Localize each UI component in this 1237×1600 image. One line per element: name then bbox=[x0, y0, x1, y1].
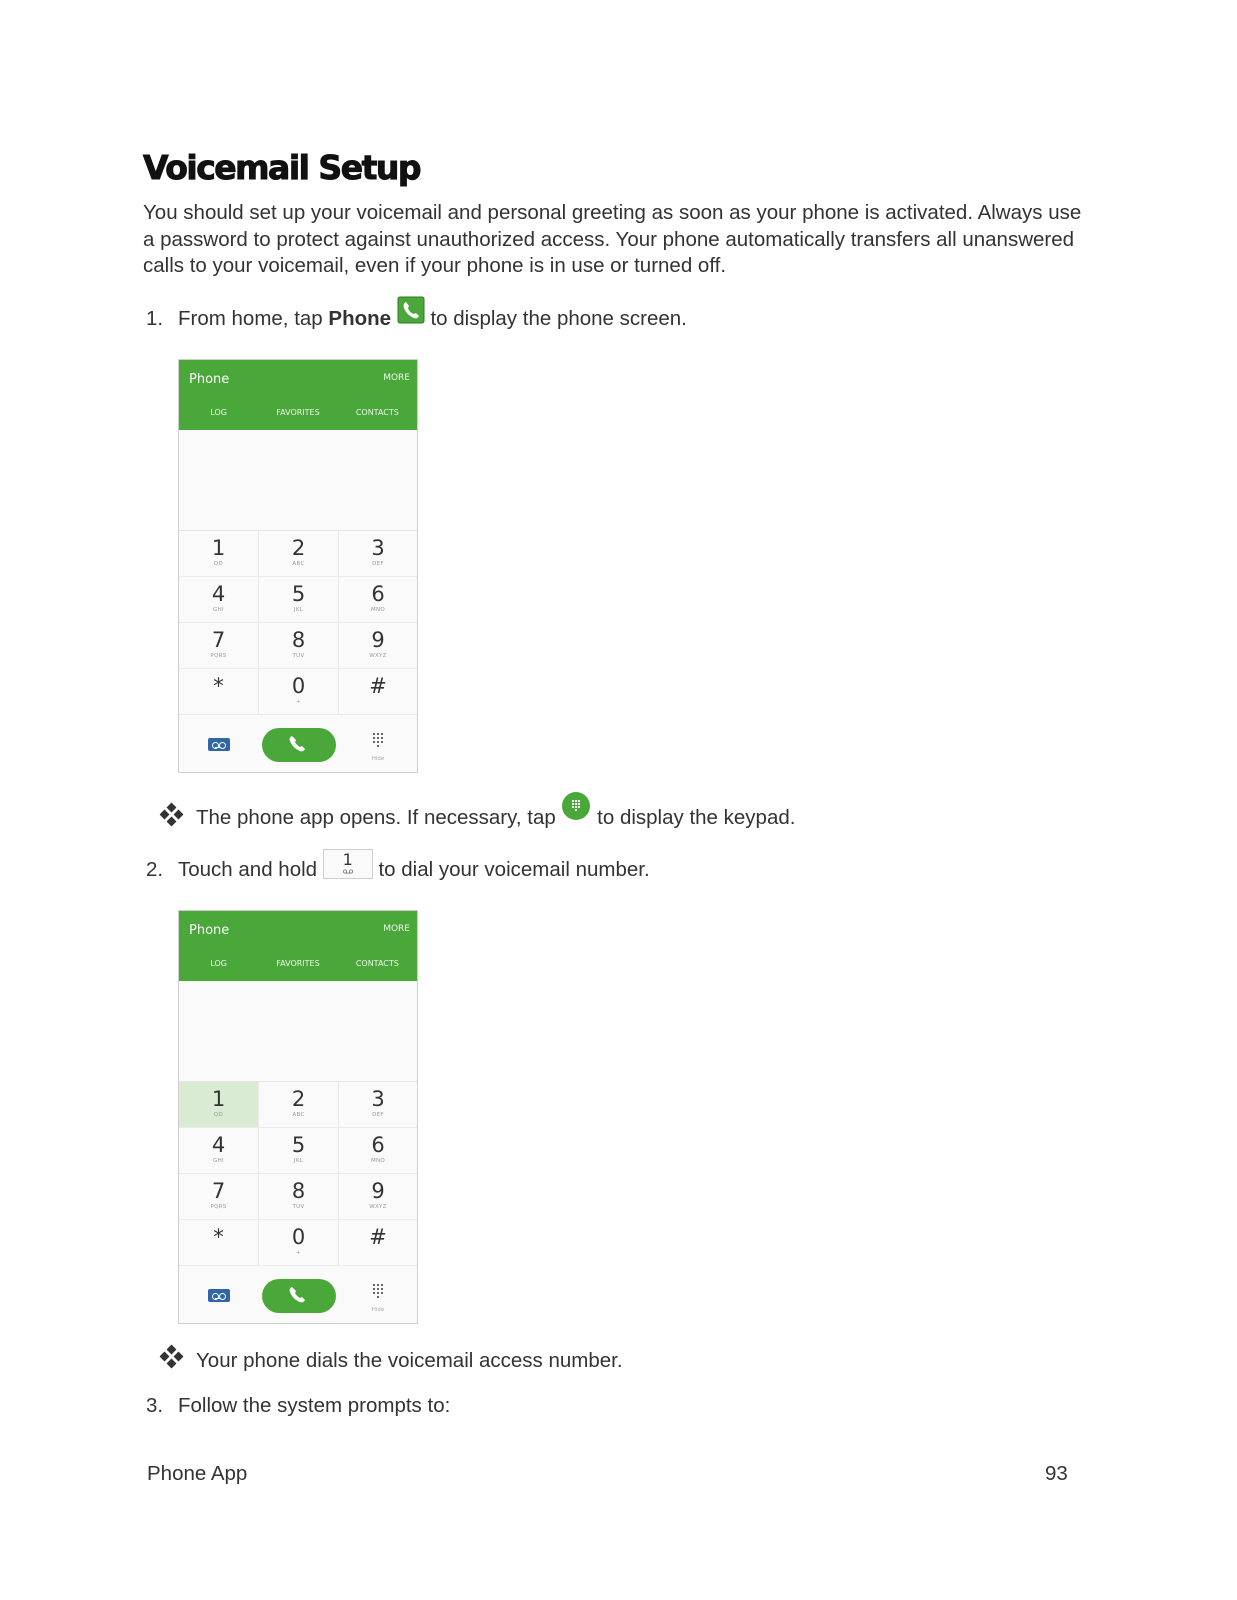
step-1-text-after: to display the phone screen. bbox=[424, 307, 687, 330]
tab-log[interactable]: LOG bbox=[210, 959, 227, 968]
key-5[interactable]: 5 JKL bbox=[259, 577, 339, 623]
phone-title: Phone bbox=[189, 372, 230, 387]
key-9[interactable]: 9 WXYZ bbox=[339, 623, 417, 669]
step-1-phone-label: Phone bbox=[328, 307, 392, 330]
step-2-text bbox=[178, 849, 650, 882]
key-star[interactable]: * bbox=[179, 669, 259, 715]
key-one-icon bbox=[323, 849, 373, 879]
note-2-text: Your phone dials the voicemail access number. bbox=[196, 1349, 623, 1372]
key-9[interactable]: 9 WXYZ bbox=[339, 1174, 417, 1220]
key-7[interactable]: 7 PQRS bbox=[179, 623, 259, 669]
key-3[interactable]: 3 DEF bbox=[339, 1082, 417, 1128]
key-1-pressed[interactable]: 1 QD bbox=[179, 1082, 259, 1128]
key-8[interactable]: 8 TUV bbox=[259, 623, 339, 669]
key-3[interactable]: 3 DEF bbox=[339, 531, 417, 577]
footer-section-name: Phone App bbox=[147, 1462, 248, 1485]
voicemail-icon[interactable] bbox=[208, 738, 230, 751]
key-4[interactable]: 4 GHI bbox=[179, 1128, 259, 1174]
phone-bottom-bar bbox=[179, 715, 417, 773]
intro-paragraph: You should set up your voicemail and personal greeting as soon as your phone is activated. Always use a password to protect against unauthorized access. Your phone automatically transfers all unanswered calls to your voicemail, even if your phone is in use or turned off. bbox=[143, 201, 1082, 277]
phone-screenshot-2 bbox=[178, 910, 418, 1324]
note-1-text bbox=[196, 806, 795, 830]
tab-contacts[interactable]: CONTACTS bbox=[355, 408, 399, 417]
keypad-icon bbox=[561, 791, 591, 827]
key-2[interactable]: 2 ABC bbox=[259, 531, 339, 577]
hide-label: Hide bbox=[371, 1307, 385, 1313]
number-display bbox=[179, 981, 417, 1081]
key-1[interactable]: 1 QD bbox=[179, 531, 259, 577]
bullet-diamond-icon bbox=[161, 1346, 183, 1368]
key-7[interactable]: 7 PQRS bbox=[179, 1174, 259, 1220]
key-2[interactable]: 2 ABC bbox=[259, 1082, 339, 1128]
tab-log[interactable]: LOG bbox=[210, 408, 227, 417]
hide-label: Hide bbox=[371, 756, 385, 762]
bullet-diamond-icon bbox=[161, 804, 183, 826]
phone-header bbox=[179, 911, 417, 981]
voicemail-icon[interactable] bbox=[208, 1289, 230, 1302]
key-5[interactable]: 5 JKL bbox=[259, 1128, 339, 1174]
phone-header bbox=[179, 360, 417, 430]
key-0[interactable]: 0 + bbox=[259, 1220, 339, 1266]
tab-favorites[interactable]: FAVORITES bbox=[276, 959, 320, 968]
step-1-text-before: From home, tap bbox=[178, 307, 329, 330]
keypad-toggle-icon[interactable] bbox=[373, 1284, 385, 1296]
keypad bbox=[179, 530, 417, 715]
step-3-number: 3. bbox=[146, 1394, 164, 1417]
more-button[interactable]: MORE bbox=[383, 373, 410, 383]
note-1-text-before: The phone app opens. If necessary, tap bbox=[196, 806, 562, 829]
phone-app-icon bbox=[397, 296, 425, 330]
key-0[interactable]: 0 + bbox=[259, 669, 339, 715]
keypad bbox=[179, 1081, 417, 1266]
key-hash[interactable]: # bbox=[339, 669, 417, 715]
phone-bottom-bar bbox=[179, 1266, 417, 1324]
section-title: Voicemail Setup bbox=[143, 148, 420, 187]
key-6[interactable]: 6 MNO bbox=[339, 577, 417, 623]
key-4[interactable]: 4 GHI bbox=[179, 577, 259, 623]
key-one-digit: 1 bbox=[342, 849, 353, 869]
key-hash[interactable]: # bbox=[339, 1220, 417, 1266]
step-2-number: 2. bbox=[146, 858, 164, 881]
phone-title: Phone bbox=[189, 923, 230, 938]
tab-contacts[interactable]: CONTACTS bbox=[355, 959, 399, 968]
phone-screenshot-1 bbox=[178, 359, 418, 773]
note-1-text-after: to display the keypad. bbox=[591, 806, 796, 829]
step-2-text-after: to dial your voicemail number. bbox=[372, 858, 650, 881]
step-2-text-before: Touch and hold bbox=[178, 858, 323, 881]
step-3-text: Follow the system prompts to: bbox=[178, 1394, 451, 1417]
step-1-number: 1. bbox=[146, 307, 164, 330]
tab-favorites[interactable]: FAVORITES bbox=[276, 408, 320, 417]
step-1-text bbox=[178, 307, 687, 331]
keypad-toggle-icon[interactable] bbox=[373, 733, 385, 745]
key-star[interactable]: * bbox=[179, 1220, 259, 1266]
number-display bbox=[179, 430, 417, 530]
page-number: 93 bbox=[1045, 1462, 1068, 1485]
key-6[interactable]: 6 MNO bbox=[339, 1128, 417, 1174]
key-8[interactable]: 8 TUV bbox=[259, 1174, 339, 1220]
more-button[interactable]: MORE bbox=[383, 924, 410, 934]
